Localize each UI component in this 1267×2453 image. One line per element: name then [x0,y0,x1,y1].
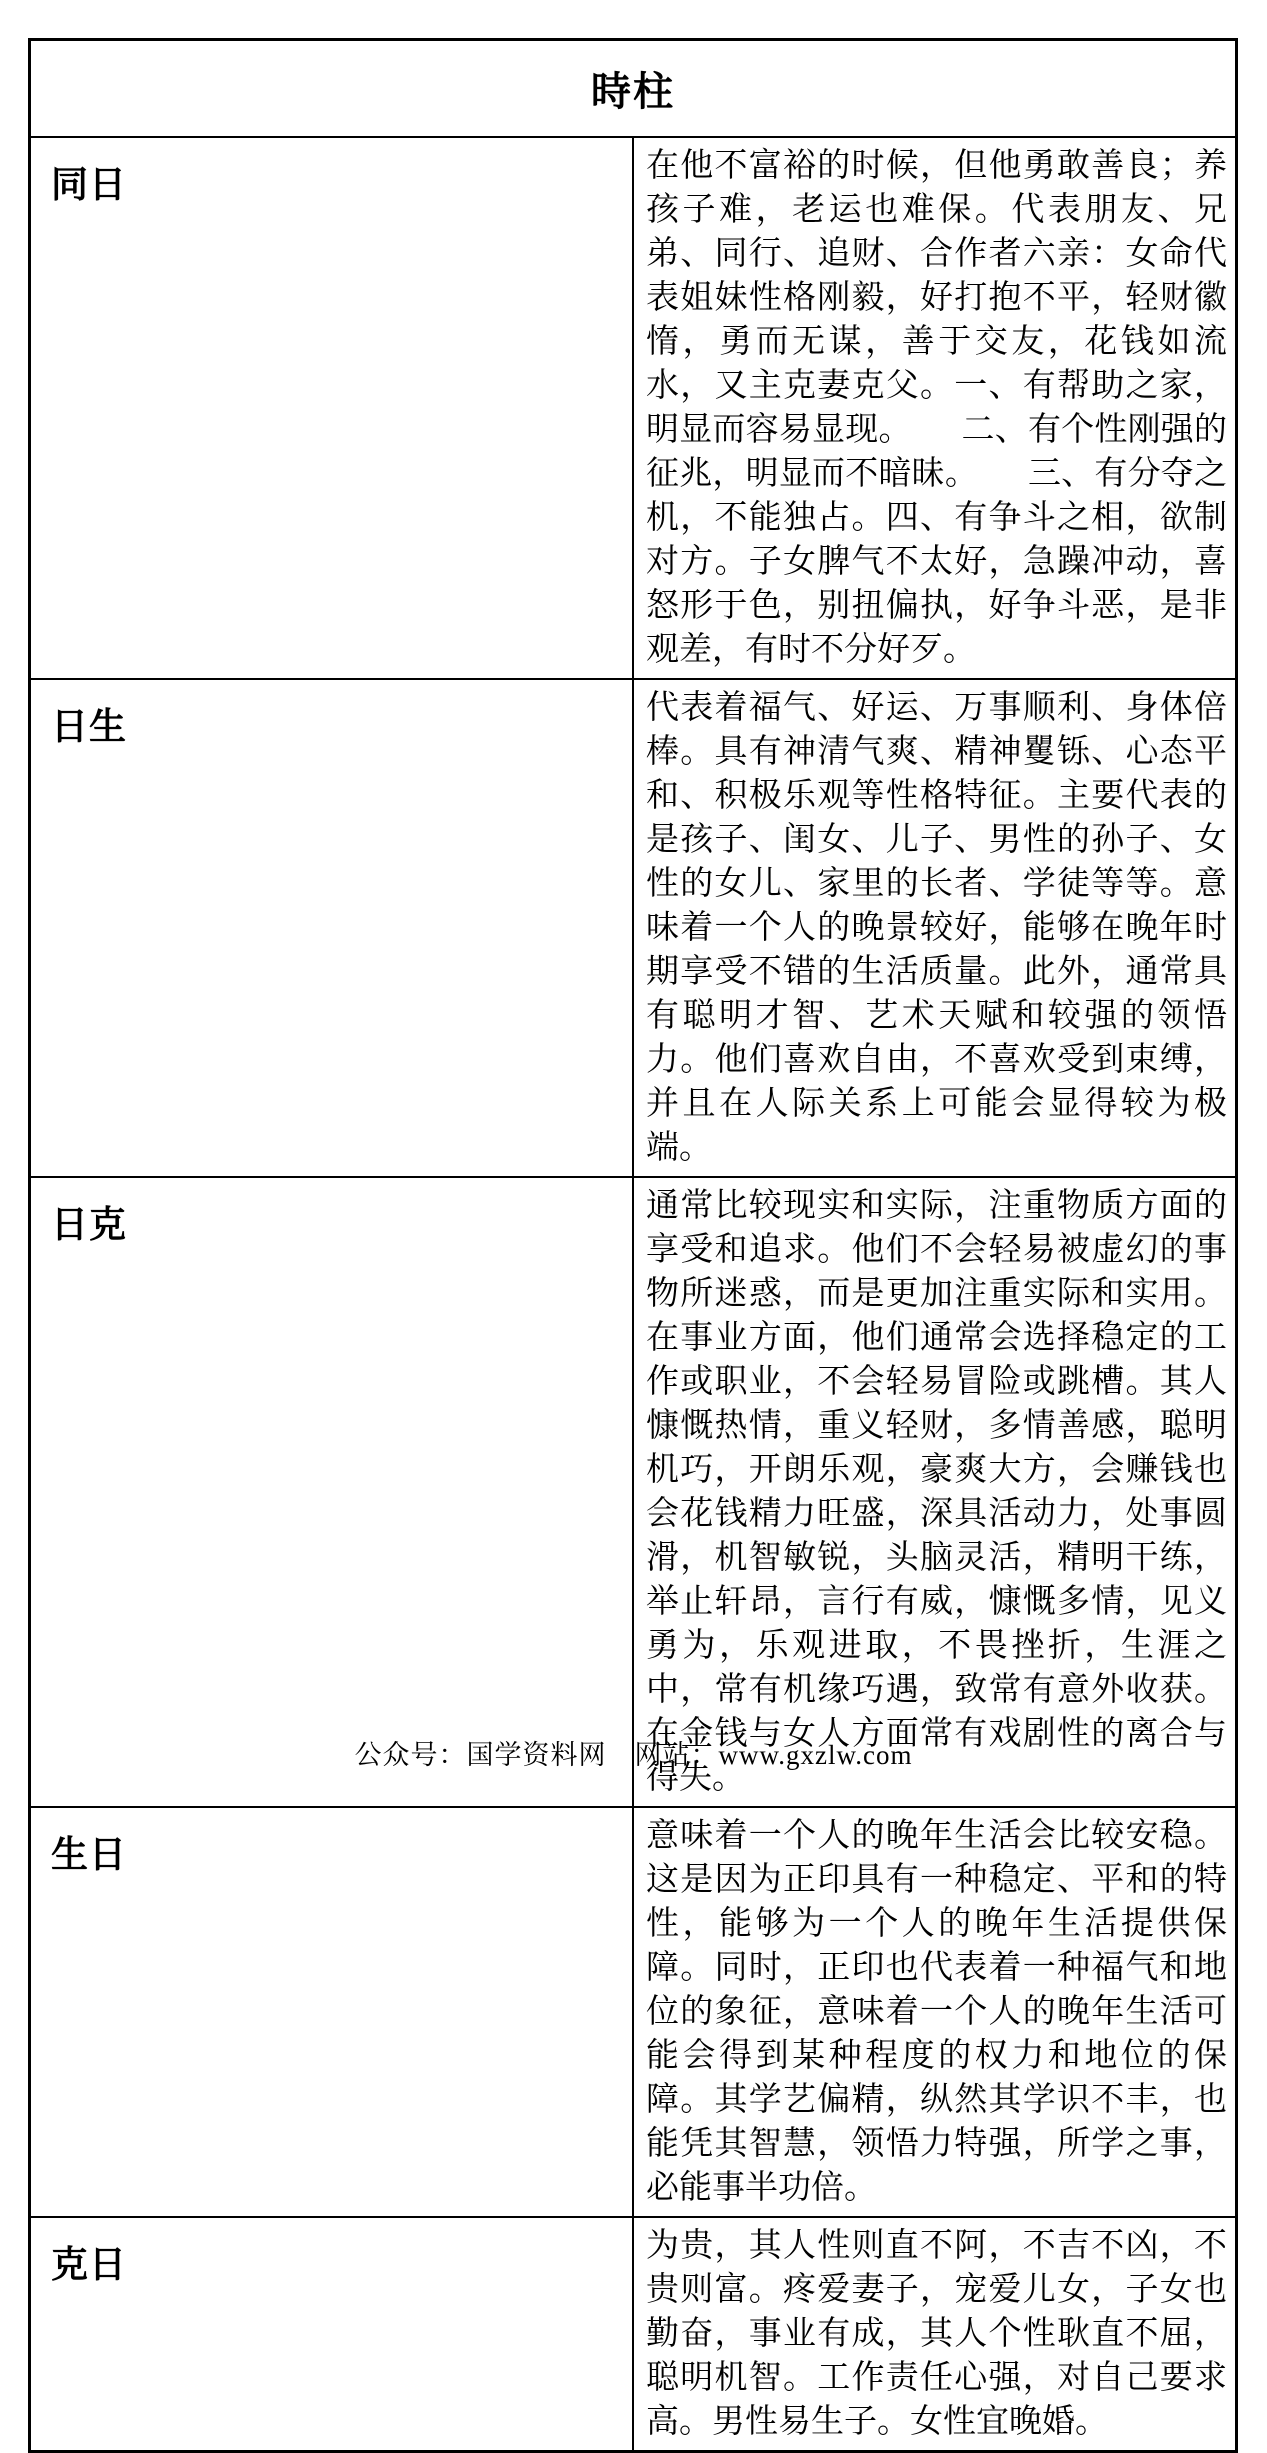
table-header-row [30,40,1237,137]
page-footer: 公众号：国学资料网 网站：www.gxzlw.com [354,1740,913,1770]
row-label-keri: 克日 [30,2217,634,2452]
row-label-rike: 日克 [30,1177,634,1807]
row-text-keri: 为贵，其人性则直不阿，不吉不凶，不贵则富。疼爱妻子，宠爱儿女，子女也勤奋，事业有成，其人个性耿直不屈，聪明机智。工作责任心强，对自己要求高。男性易生子。女性宜晚婚。 [633,2217,1237,2452]
table-row [30,1177,1237,1807]
row-text-risheng: 代表着福气、好运、万事顺利、身体倍棒。具有神清气爽、精神矍铄、心态平和、积极乐观等性格特征。主要代表的是孩子、闺女、儿子、男性的孙子、女性的女儿、家里的长者、学徒等等。意味着一个人的晚景较好，能够在晚年时期享受不错的生活质量。此外，通常具有聪明才智、艺术天赋和较强的领悟力。他们喜欢自由，不喜欢受到束缚，并且在人际关系上可能会显得较为极端。 [633,679,1237,1177]
row-label-risheng: 日生 [30,679,634,1177]
row-text-shengri: 意味着一个人的晚年生活会比较安稳。这是因为正印具有一种稳定、平和的特性，能够为一个人的晚年生活提供保障。同时，正印也代表着一种福气和地位的象征，意味着一个人的晚年生活可能会得到某种程度的权力和地位的保障。其学艺偏精，纵然其学识不丰，也能凭其智慧，领悟力特强，所学之事，必能事半功倍。 [633,1807,1237,2217]
row-text-rike: 通常比较现实和实际，注重物质方面的享受和追求。他们不会轻易被虚幻的事物所迷惑，而是更加注重实际和实用。在事业方面，他们通常会选择稳定的工作或职业，不会轻易冒险或跳槽。其人慷慨热情，重义轻财，多情善感，聪明机巧，开朗乐观，豪爽大方，会赚钱也会花钱精力旺盛，深具活动力，处事圆滑，机智敏锐，头脑灵活，精明干练，举止轩昂，言行有威，慷慨多情，见义勇为，乐观进取，不畏挫折，生涯之中，常有机缘巧遇，致常有意外收获。在金钱与女人方面常有戏剧性的离合与得失。 [633,1177,1237,1807]
shizhu-table [28,38,1238,2453]
table-title: 時柱 [30,40,1237,137]
row-text-tongri: 在他不富裕的时候，但他勇敢善良；养孩子难，老运也难保。代表朋友、兄弟、同行、追财、合作者六亲：女命代表姐妹性格刚毅，好打抱不平，轻财徽惰，勇而无谋，善于交友，花钱如流水，又主克妻克父。一、有帮助之家，明显而容易显现。 二、有个性刚强的征兆，明显而不暗昧。 三、有分夺之机，不能独占。四、有争斗之相，欲制对方。子女脾气不太好，急躁冲动，喜怒形于色，别扭偏执，好争斗恶，是非观差，有时不分好歹。 [633,137,1237,679]
table-row [30,2217,1237,2452]
table-row [30,679,1237,1177]
row-label-tongri: 同日 [30,137,634,679]
row-label-shengri: 生日 [30,1807,634,2217]
table-row [30,1807,1237,2217]
table-row [30,137,1237,679]
